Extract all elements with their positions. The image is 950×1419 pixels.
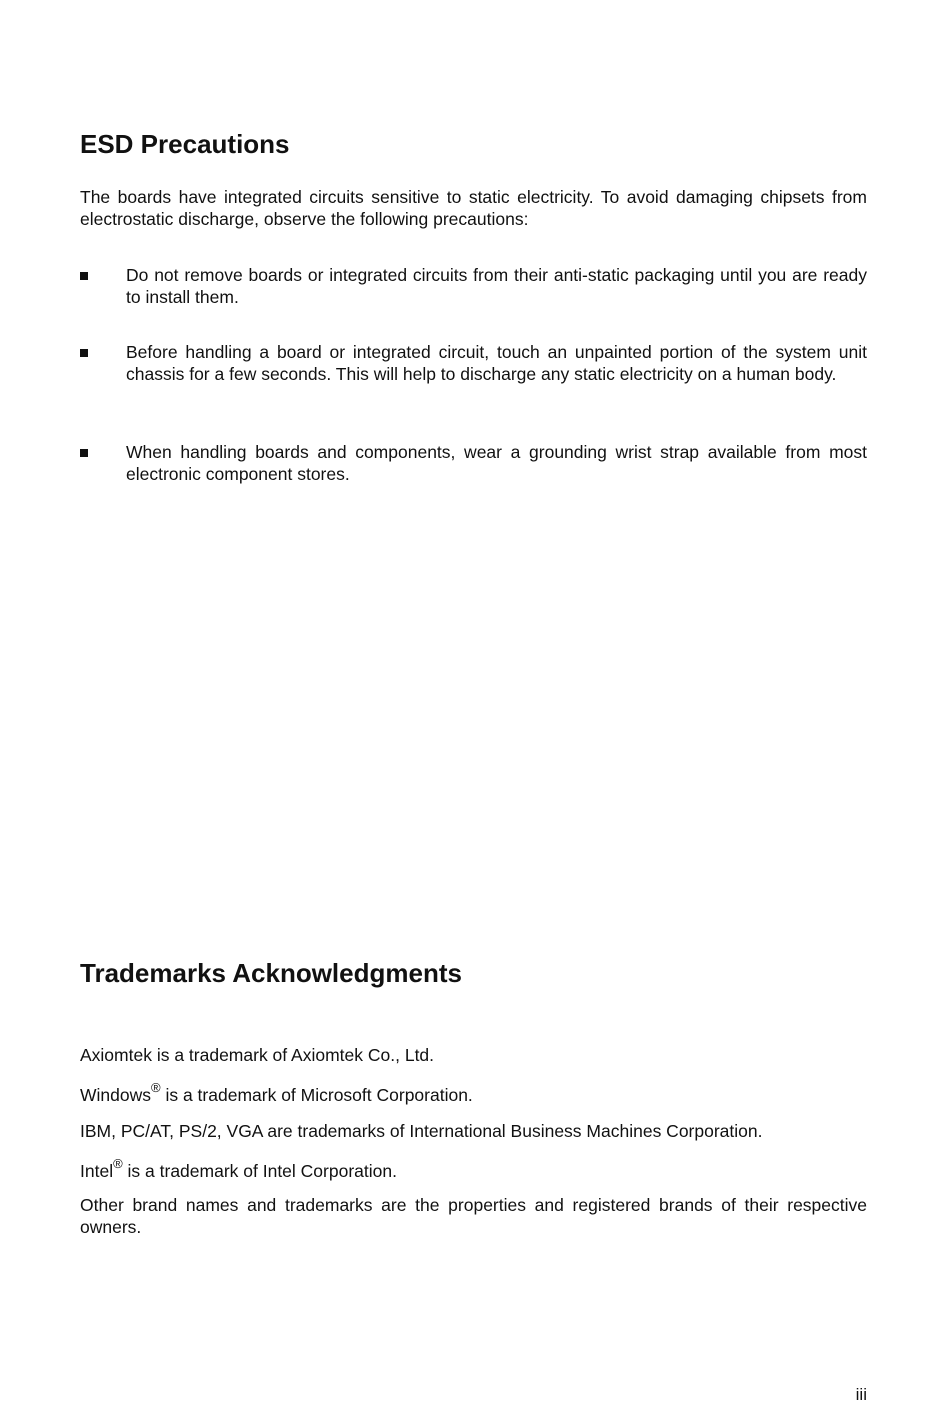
esd-bullet-text: Before handling a board or integrated circuit, touch an unpainted portion of the system unit chassis for a few seconds. This will help to discharge any static electricity on a human body. — [126, 342, 867, 384]
esd-intro-paragraph: The boards have integrated circuits sensitive to static electricity. To avoid damaging chipsets from electrostatic discharge, observe the following precautions: — [80, 187, 867, 229]
trademarks-heading: Trademarks Acknowledgments — [80, 958, 462, 988]
trademark-line-ibm: IBM, PC/AT, PS/2, VGA are trademarks of International Business Machines Corporation. — [80, 1121, 763, 1141]
registered-mark: ® — [151, 1080, 161, 1095]
trademark-text: is a trademark of Microsoft Corporation. — [160, 1085, 473, 1105]
esd-bullet-text: Do not remove boards or integrated circuits from their anti-static packaging until you are ready to install them. — [126, 265, 867, 307]
square-bullet-icon — [80, 449, 88, 457]
trademark-name: Intel — [80, 1161, 114, 1181]
trademark-line-windows — [80, 1080, 867, 1106]
trademark-line-other: Other brand names and trademarks are the properties and registered brands of their respective owners. — [80, 1195, 867, 1237]
trademark-line-intel — [80, 1156, 867, 1182]
esd-heading: ESD Precautions — [80, 129, 290, 159]
square-bullet-icon — [80, 349, 88, 357]
trademark-text: is a trademark of Intel Corporation. — [122, 1161, 397, 1181]
square-bullet-icon — [80, 272, 88, 280]
trademark-line-axiomtek: Axiomtek is a trademark of Axiomtek Co., Ltd. — [80, 1045, 435, 1065]
esd-bullet-text: When handling boards and components, wear a grounding wrist strap available from most electronic component stores. — [126, 442, 867, 484]
page-number: iii — [855, 1385, 867, 1404]
registered-mark: ® — [113, 1156, 123, 1171]
trademark-name: Windows — [80, 1085, 151, 1105]
